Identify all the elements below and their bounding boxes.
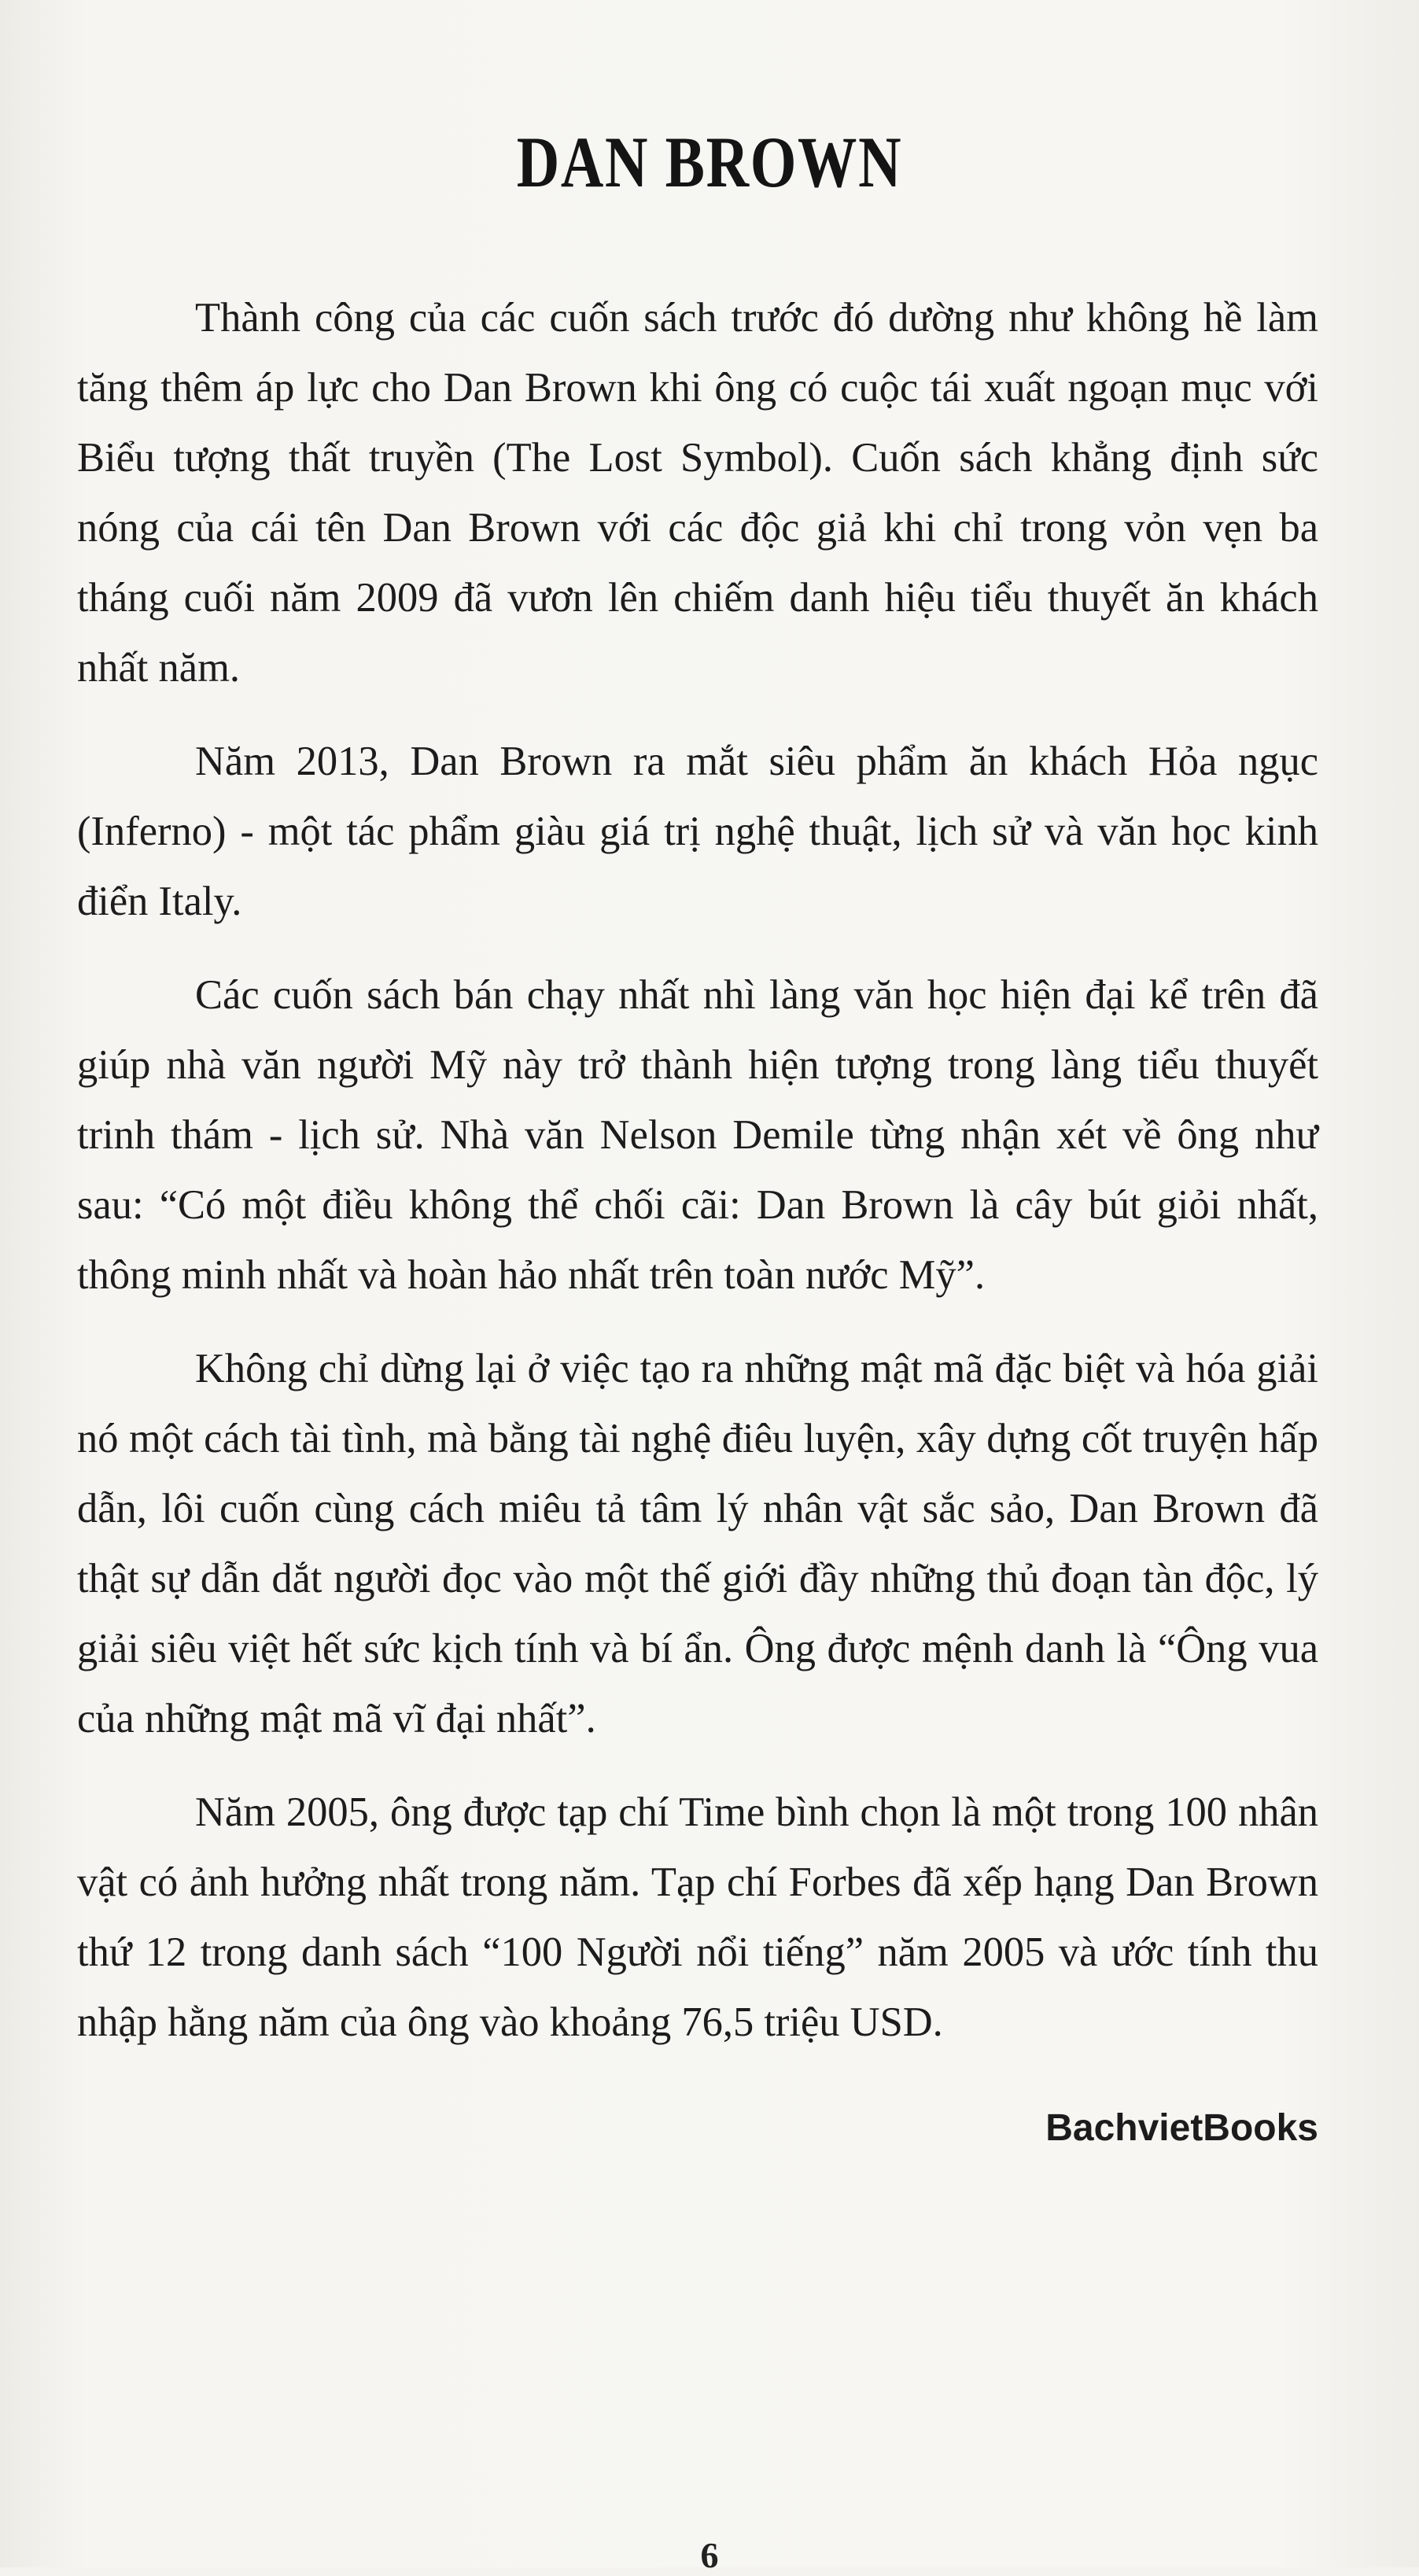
paragraph-3: Các cuốn sách bán chạy nhất nhì làng văn học hiện đại kể trên đã giúp nhà văn người Mỹ này trở thành hiện tượng trong làng tiểu thuyết trinh thám - lịch sử. Nhà văn Nelson Demile từng nhận xét về ông như sau: “Có một điều không thể chối cãi: Dan Brown là cây bút giỏi nhất, thông minh nhất và hoàn hảo nhất trên toàn nước Mỹ”. xyxy=(77,972,1318,1298)
paragraph-4: Không chỉ dừng lại ở việc tạo ra những mật mã đặc biệt và hóa giải nó một cách tài tình, mà bằng tài nghệ điêu luyện, xây dựng cốt truyện hấp dẫn, lôi cuốn cùng cách miêu tả tâm lý nhân vật sắc sảo, Dan Brown đã thật sự dẫn dắt người đọc vào một thế giới đầy những thủ đoạn tàn độc, lý giải siêu việt hết sức kịch tính và bí ẩn. Ông được mệnh danh là “Ông vua của những mật mã vĩ đại nhất”. xyxy=(77,1346,1318,1741)
publisher-signature: BachvietBooks xyxy=(1045,2107,1318,2149)
paragraph-2: Năm 2013, Dan Brown ra mắt siêu phẩm ăn khách Hỏa ngục (Inferno) - một tác phẩm giàu giá trị nghệ thuật, lịch sử và văn học kinh điển Italy. xyxy=(77,739,1318,924)
page-number: 6 xyxy=(700,2535,719,2575)
body-text xyxy=(77,283,1318,2081)
paragraph-1: Thành công của các cuốn sách trước đó dường như không hề làm tăng thêm áp lực cho Dan Brown khi ông có cuộc tái xuất ngoạn mục với Biểu tượng thất truyền (The Lost Symbol). Cuốn sách khẳng định sức nóng của cái tên Dan Brown với các độc giả khi chỉ trong vỏn vẹn ba tháng cuối năm 2009 đã vươn lên chiếm danh hiệu tiểu thuyết ăn khách nhất năm. xyxy=(77,295,1318,691)
page-title: DAN BROWN xyxy=(516,121,903,202)
paragraph-5: Năm 2005, ông được tạp chí Time bình chọn là một trong 100 nhân vật có ảnh hưởng nhất trong năm. Tạp chí Forbes đã xếp hạng Dan Brown thứ 12 trong danh sách “100 Người nổi tiếng” năm 2005 và ước tính thu nhập hằng năm của ông vào khoảng 76,5 triệu USD. xyxy=(77,1789,1318,2045)
